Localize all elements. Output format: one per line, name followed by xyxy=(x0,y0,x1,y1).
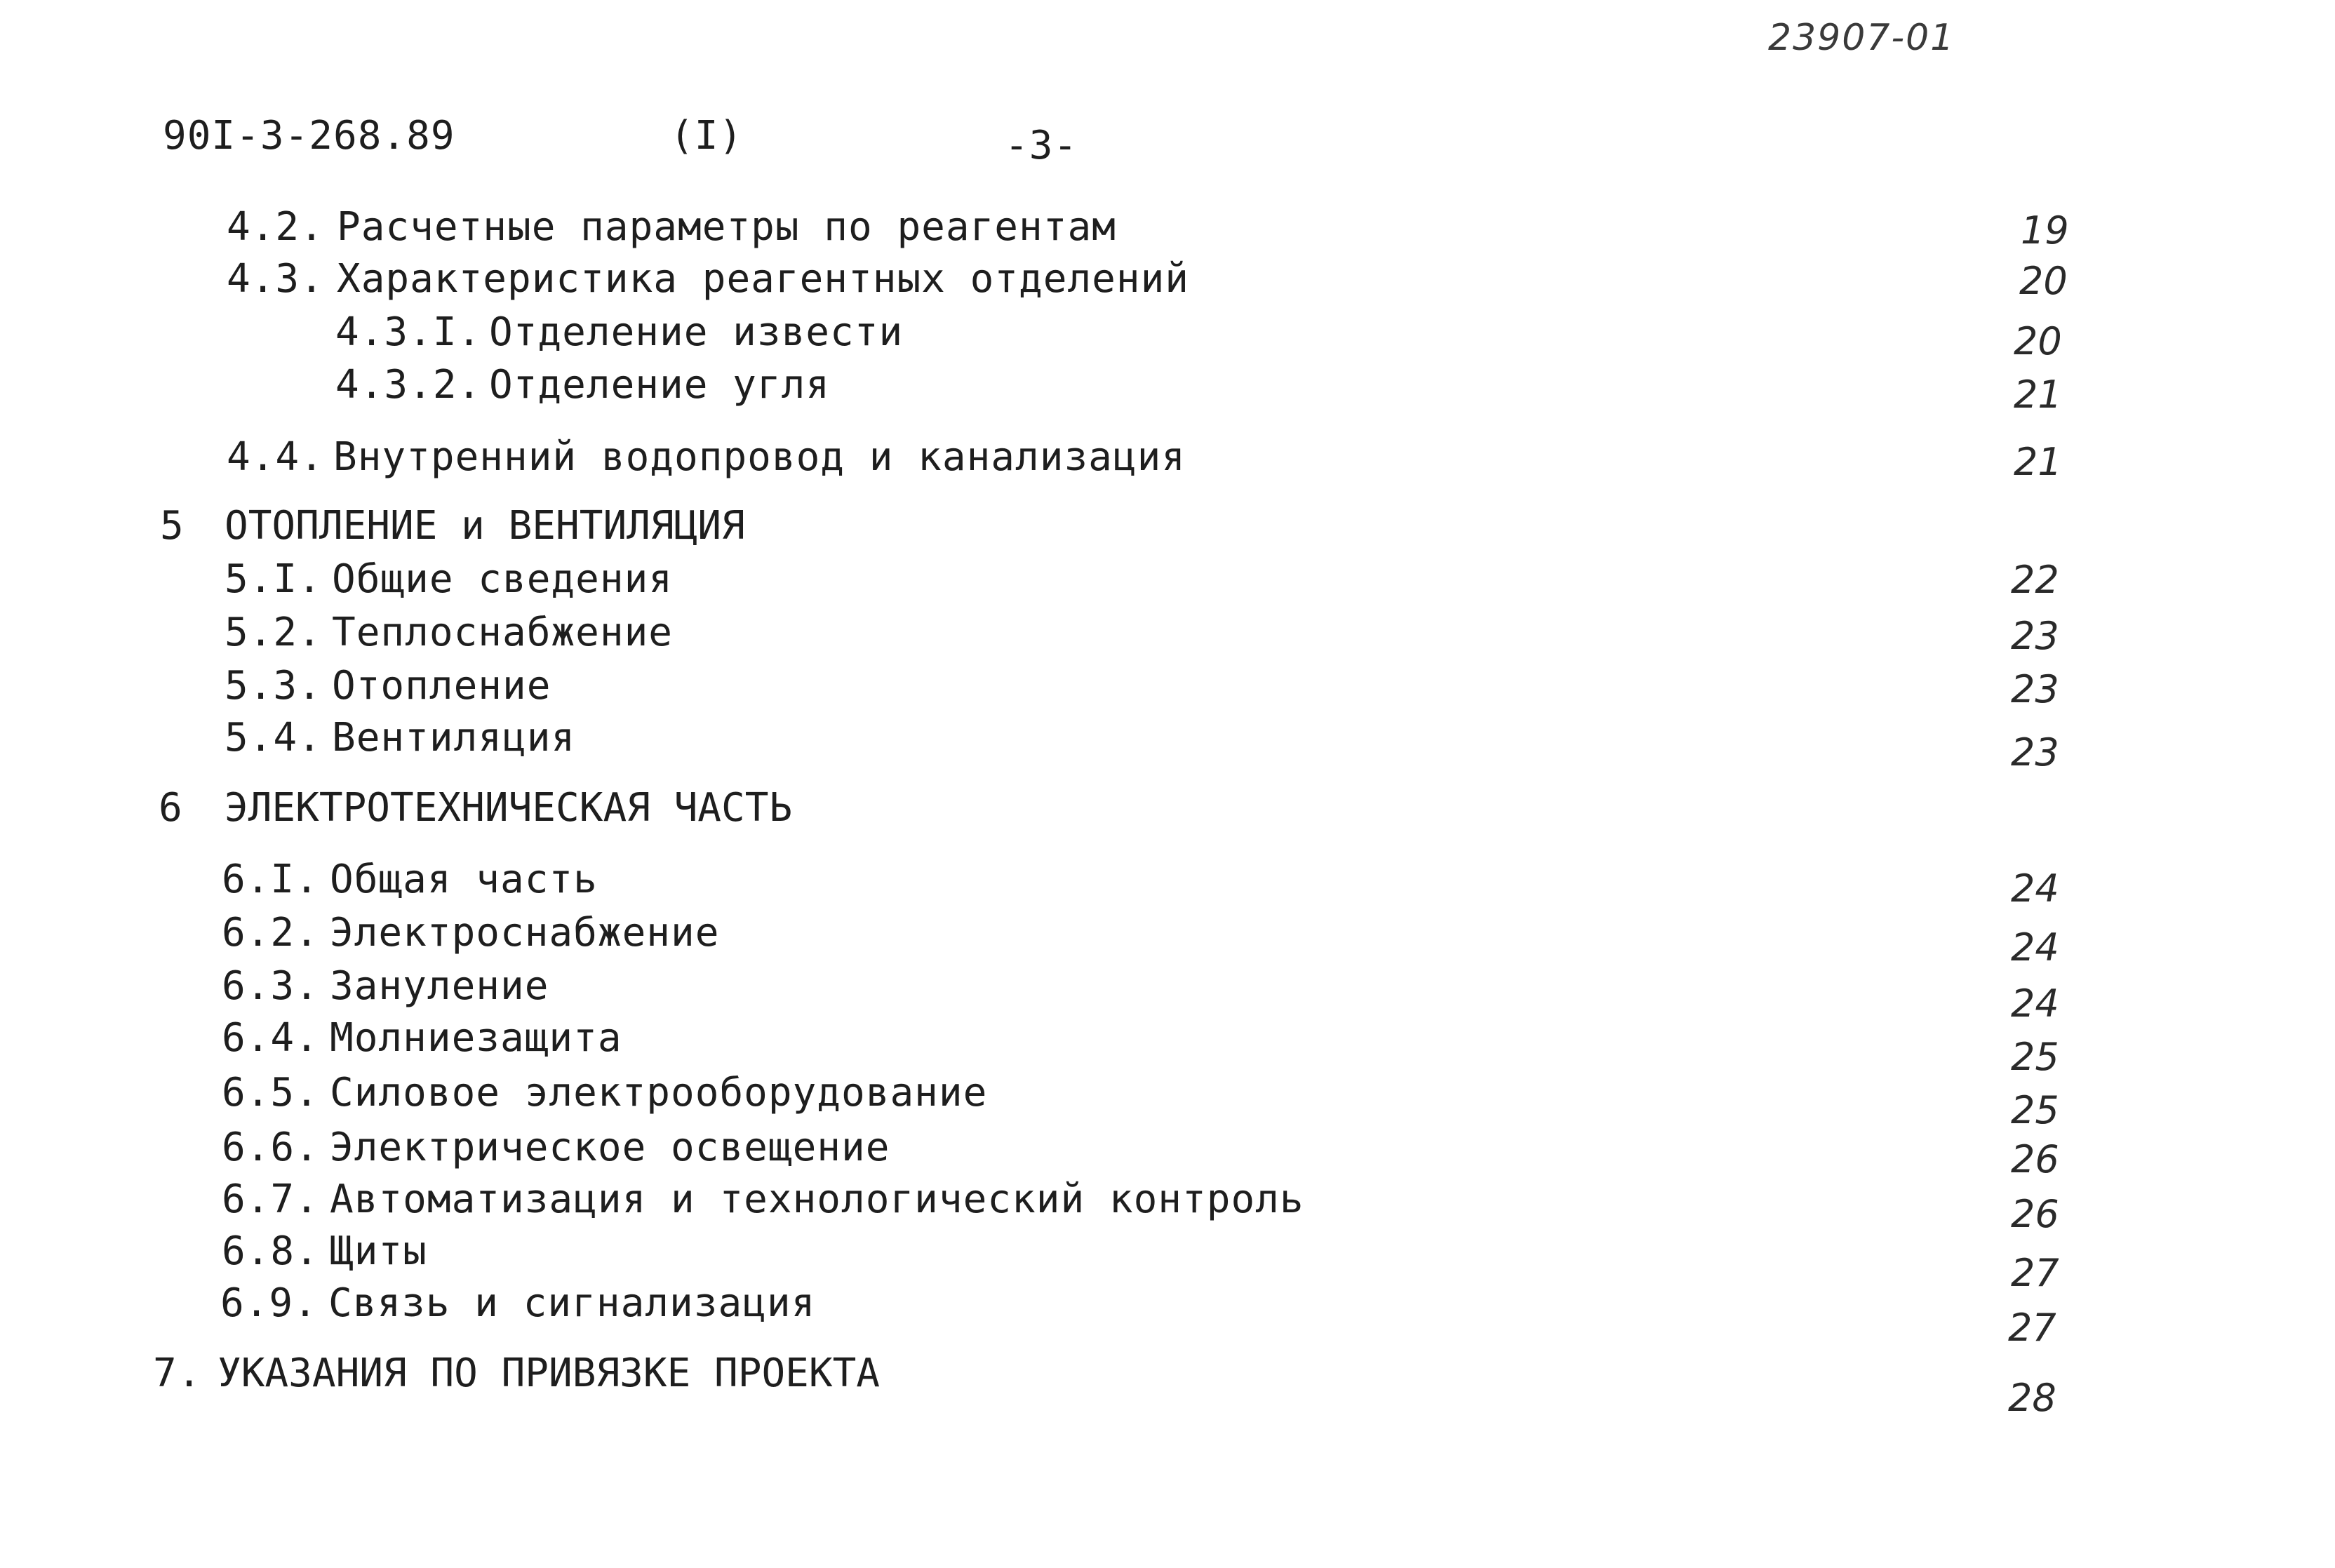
toc-page: 24 xyxy=(2011,866,2059,911)
toc-number: 6.7. xyxy=(222,1177,319,1222)
volume-number: (I) xyxy=(670,113,744,159)
toc-title: Отопление xyxy=(332,663,551,709)
toc-page: 27 xyxy=(2011,1251,2059,1295)
toc-title: Электрическое освещение xyxy=(330,1125,890,1170)
toc-title: Щиты xyxy=(330,1228,427,1274)
toc-number: 6.3. xyxy=(222,963,319,1009)
toc-page: 20 xyxy=(2019,259,2068,303)
toc-page: 27 xyxy=(2008,1306,2056,1350)
toc-page: 20 xyxy=(2014,319,2062,363)
toc-title: Молниезащита xyxy=(330,1015,622,1061)
toc-number: 6.8. xyxy=(222,1228,319,1274)
toc-title: Общая часть xyxy=(330,857,598,902)
toc-number: 4.2. xyxy=(227,204,324,250)
toc-number: 5.4. xyxy=(225,715,322,760)
inventory-number: 23907-01 xyxy=(1768,17,1955,59)
toc-page: 21 xyxy=(2014,440,2062,484)
toc-title: Электроснабжение xyxy=(330,910,720,956)
toc-page: 23 xyxy=(2011,614,2059,658)
toc-page: 21 xyxy=(2014,373,2062,417)
toc-number: 6.2. xyxy=(222,910,319,956)
toc-title: Вентиляция xyxy=(332,715,576,760)
toc-number: 6.I. xyxy=(222,857,319,902)
toc-page: 26 xyxy=(2011,1137,2059,1181)
toc-page: 23 xyxy=(2011,730,2059,775)
toc-page: 28 xyxy=(2008,1376,2056,1420)
toc-title: Внутренний водопровод и канализация xyxy=(333,434,1186,480)
toc-title: Расчетные параметры по реагентам xyxy=(337,204,1116,250)
section-heading: ОТОПЛЕНИЕ и ВЕНТИЛЯЦИЯ xyxy=(225,503,745,549)
toc-number: 4.3.2. xyxy=(335,362,482,408)
section-number: 7. xyxy=(153,1351,202,1396)
toc-number: 6.6. xyxy=(222,1125,319,1170)
toc-number: 4.3. xyxy=(227,256,324,302)
toc-title: Связь и сигнализация xyxy=(328,1280,816,1326)
toc-number: 4.4. xyxy=(227,434,324,480)
section-heading: УКАЗАНИЯ ПО ПРИВЯЗКЕ ПРОЕКТА xyxy=(218,1351,881,1396)
toc-page: 23 xyxy=(2011,667,2059,711)
toc-number: 6.9. xyxy=(220,1280,318,1326)
toc-page: 22 xyxy=(2011,558,2059,602)
toc-page: 25 xyxy=(2011,1088,2059,1132)
toc-number: 5.3. xyxy=(225,663,322,709)
toc-page: 26 xyxy=(2011,1192,2059,1236)
section-number: 5 xyxy=(160,503,185,549)
toc-title: Общие сведения xyxy=(332,556,674,602)
toc-number: 6.5. xyxy=(222,1070,319,1115)
toc-title: Теплоснабжение xyxy=(332,610,674,655)
toc-title: Автоматизация и технологический контроль xyxy=(330,1177,1304,1222)
toc-number: 6.4. xyxy=(222,1015,319,1061)
toc-number: 5.2. xyxy=(225,610,322,655)
section-heading: ЭЛЕКТРОТЕХНИЧЕСКАЯ ЧАСТЬ xyxy=(225,785,793,831)
toc-page: 24 xyxy=(2011,981,2059,1026)
document-designation: 90I-3-268.89 xyxy=(163,113,455,159)
toc-page: 25 xyxy=(2011,1035,2059,1079)
toc-title: Характеристика реагентных отделений xyxy=(337,256,1190,302)
toc-title: Отделение угля xyxy=(489,362,831,408)
toc-title: Зануление xyxy=(330,963,549,1009)
toc-number: 4.3.I. xyxy=(335,309,482,355)
toc-page: 19 xyxy=(2021,208,2069,253)
toc-title: Силовое электрооборудование xyxy=(330,1070,988,1115)
toc-page: 24 xyxy=(2011,925,2059,970)
toc-number: 5.I. xyxy=(225,556,322,602)
section-number: 6 xyxy=(159,785,183,831)
toc-title: Отделение извести xyxy=(489,309,904,355)
page-number: -3- xyxy=(1005,123,1078,168)
